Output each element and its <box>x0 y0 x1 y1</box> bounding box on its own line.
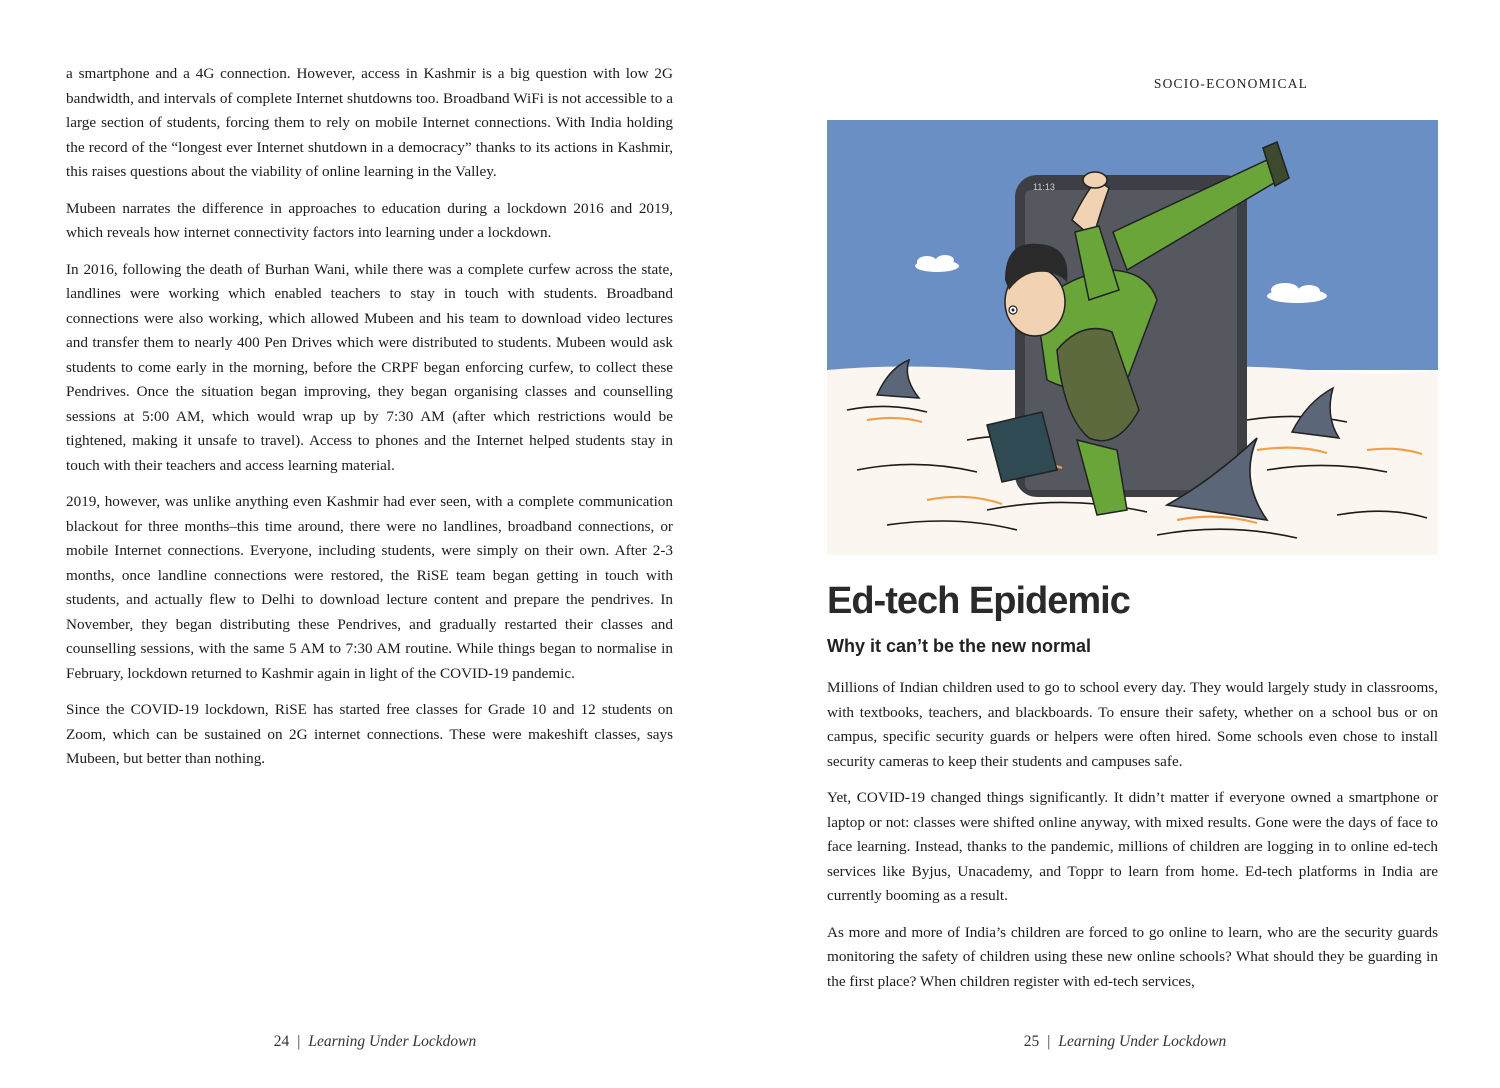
right-footer <box>750 1033 1500 1051</box>
paragraph: In 2016, following the death of Burhan Wani, while there was a complete curfew across the state, landlines were working which enabled teachers to stay in touch with students. Broadband connections were also working, which allowed Mubeen and his team to download video lectures and transfer them to nearly 400 Pen Drives which were distributed to students. Mubeen would ask students to come early in the morning, before the CRPF began enforcing curfew, to collect these Pendrives. Once the situation began improving, they began organising classes and counselling sessions at 5:00 AM, which would wrap up by 7:30 AM (after which restrictions would be tightened, making it unsafe to travel). Access to phones and the Internet helped students stay in touch with their teachers and access learning material. <box>66 260 673 474</box>
paragraph: Millions of Indian children used to go to school every day. They would largely study in classrooms, with textbooks, teachers, and blackboards. To ensure their safety, whether on a school bus or on campus, specific security guards or helpers were often hired. Some schools even chose to install security cameras to keep their students and campuses safe. <box>827 679 1438 770</box>
paragraph: As more and more of India’s children are forced to go online to learn, who are the security guards monitoring the safety of children using these new online schools? What should they be guarding in the first place? When children register with ed-tech services, <box>827 923 1438 990</box>
page-number: 24 <box>273 1033 290 1050</box>
book-title: Learning Under Lockdown <box>1058 1033 1227 1050</box>
paragraph: Since the COVID-19 lockdown, RiSE has started free classes for Grade 10 and 12 students on Zoom, which can be sustained on 2G internet connections. These were makeshift classes, says Mubeen, but better than nothing. <box>66 701 673 767</box>
paragraph: 2019, however, was unlike anything even Kashmir had ever seen, with a complete communication blackout for three months–this time around, there were no landlines, broadband connections, or mobile Internet connections. Everyone, including students, were simply on their own. After 2-3 months, once landline connections were restored, the RiSE team began getting in touch with students, and actually flew to Delhi to download lecture content and prepare the pendrives. In November, they began distributing these Pendrives, and gradually restarted their classes and counselling sessions, with the same 5 AM to 7:30 AM routine. While things began to normalise in February, lockdown returned to Kashmir again in light of the COVID-19 pandemic. <box>66 493 673 682</box>
paragraph: Yet, COVID-19 changed things significantly. It didn’t matter if everyone owned a smartphone or laptop or not: classes were shifted online anyway, with mixed results. Gone were the days of face to face learning. Instead, thanks to the pandemic, millions of children are logging in to online ed-tech services like Byjus, Unacademy, and Toppr to learn from home. Ed-tech platforms in India are currently booming as a result. <box>827 789 1438 904</box>
left-footer <box>0 1033 750 1051</box>
paragraph: a smartphone and a 4G connection. However, access in Kashmir is a big question with low 2G bandwidth, and intervals of complete Internet shutdowns too. Broadband WiFi is not accessible to a large section of students, forcing them to rely on mobile Internet connections. With India holding the record of the “longest ever Internet shutdown in a democracy” thanks to its actions in Kashmir, this raises questions about the viability of online learning in the Valley. <box>66 65 673 180</box>
article-title: Ed-tech Epidemic <box>827 580 1130 622</box>
article-subtitle: Why it can’t be the new normal <box>827 636 1092 656</box>
right-page <box>750 0 1500 1088</box>
illustration <box>827 120 1438 555</box>
paragraph: Mubeen narrates the difference in approaches to education during a lockdown 2016 and 2019, which reveals how internet connectivity factors into learning under a lockdown. <box>66 199 673 241</box>
footer-separator: | <box>297 1033 301 1050</box>
section-label: SOCIO-ECONOMICAL <box>1153 76 1309 91</box>
left-body-text <box>66 62 673 784</box>
phone-status-time: 11:13 <box>1033 182 1055 192</box>
book-title: Learning Under Lockdown <box>308 1033 477 1050</box>
footer-separator: | <box>1047 1033 1051 1050</box>
page-number: 25 <box>1023 1033 1040 1050</box>
right-body-text <box>827 676 1438 1006</box>
